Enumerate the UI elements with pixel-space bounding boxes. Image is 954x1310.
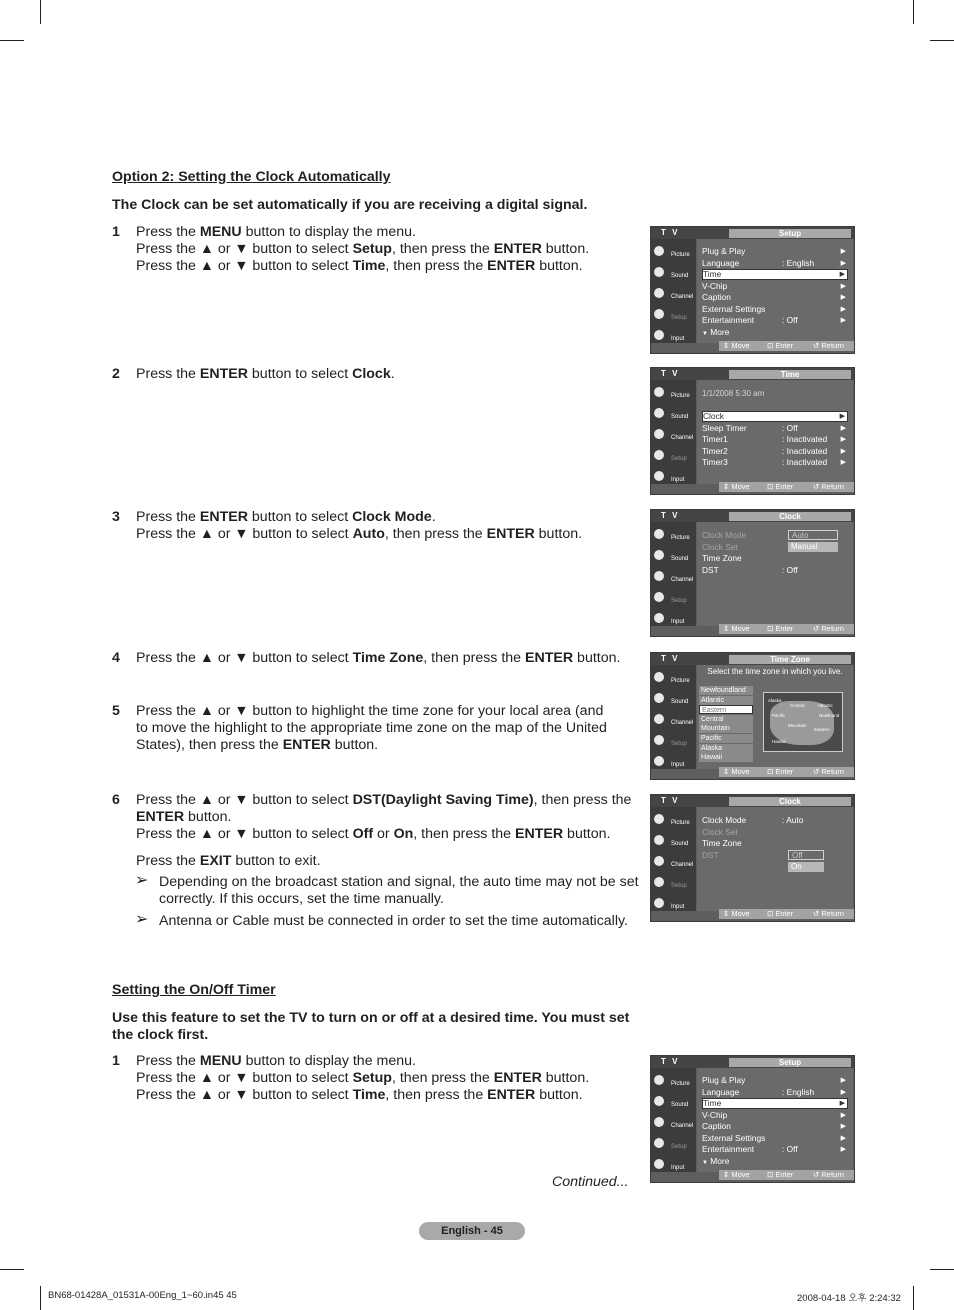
osd-menu-item[interactable] — [702, 304, 848, 315]
osd-sidebar-label: Picture — [671, 820, 690, 826]
step-number: 1 — [112, 224, 120, 240]
osd-sidebar-label: Input — [671, 1165, 685, 1171]
osd-sidebar-label: Picture — [671, 535, 690, 541]
osd-menu-label: DST — [702, 564, 719, 575]
osd-sidebar-label: Input — [671, 477, 685, 483]
osd-menu-label: Timer2 — [702, 445, 728, 456]
osd-menu-item[interactable] — [702, 292, 848, 303]
osd-menu-label: Plug & Play — [702, 1075, 746, 1085]
chevron-right-icon: ▶ — [840, 447, 846, 455]
map-region-label: Newfound — [819, 713, 840, 718]
enter-hint: ⊡ Enter — [767, 482, 794, 491]
picture-icon — [654, 529, 664, 539]
osd-sidebar-label: Channel — [671, 1123, 694, 1129]
osd-sidebar-item[interactable] — [653, 1093, 695, 1113]
step-text: Press the ▲ or ▼ button to select Time Zone, then press the ENTER button. — [136, 650, 621, 666]
osd-option[interactable]: Manual — [788, 542, 838, 552]
osd-menu-label: DST — [702, 849, 719, 860]
timezone-option[interactable]: Newfoundland — [699, 686, 753, 695]
osd-sidebar-item[interactable] — [653, 610, 695, 630]
osd-menu-item[interactable] — [702, 411, 848, 422]
osd-menu-label: Time Zone — [702, 553, 742, 563]
crop-mark — [913, 0, 914, 24]
step-text: States), then press the ENTER button. — [136, 737, 379, 753]
osd-menu-label: Plug & Play — [702, 246, 746, 256]
note — [135, 872, 639, 908]
section-heading: Option 2: Setting the Clock Automatically — [112, 169, 391, 185]
note-text: Depending on the broadcast station and signal, the auto time may not be set — [159, 874, 639, 890]
step-number: 6 — [112, 792, 120, 808]
osd-sidebar-item[interactable] — [653, 1135, 695, 1155]
osd-menu-value: : Off — [782, 1144, 798, 1154]
footer-file-info: BN68-01428A_01531A-00Eng_1~60.in45 45 — [48, 1290, 237, 1301]
note-arrow-icon: ➢ — [135, 872, 149, 889]
step-number: 3 — [112, 509, 120, 525]
osd-sidebar — [651, 239, 696, 343]
osd-sidebar-item[interactable] — [653, 853, 695, 873]
osd-sidebar — [651, 1068, 696, 1172]
osd-more-row: ▼ More — [702, 1156, 730, 1166]
timezone-option[interactable]: Mountain — [699, 724, 753, 733]
osd-sidebar-label: Channel — [671, 577, 694, 583]
osd-sidebar-label: Input — [671, 336, 685, 342]
osd-sidebar-item[interactable] — [653, 306, 695, 326]
return-hint: ↺ Return — [813, 341, 844, 350]
chevron-right-icon: ▶ — [840, 1123, 846, 1130]
osd-time-screen — [650, 367, 855, 495]
chevron-right-icon: ▶ — [840, 436, 846, 443]
osd-sidebar-item[interactable] — [653, 426, 695, 446]
channel-icon — [654, 288, 664, 298]
osd-footer — [719, 624, 854, 634]
enter-hint: ⊡ Enter — [767, 767, 794, 776]
osd-sidebar-item[interactable] — [653, 243, 695, 263]
osd-menu-item[interactable] — [702, 838, 848, 849]
osd-sidebar-label: Sound — [671, 1102, 689, 1108]
osd-sidebar-label: Picture — [671, 1081, 690, 1087]
map-region-label: Central — [790, 703, 805, 708]
chevron-right-icon: ▶ — [840, 1111, 846, 1119]
picture-icon — [654, 814, 664, 824]
chevron-right-icon: ▶ — [839, 413, 845, 420]
input-icon — [654, 1159, 664, 1169]
osd-menu-label: Time — [703, 269, 722, 279]
chevron-right-icon: ▶ — [840, 424, 846, 432]
osd-menu-label: Language — [702, 257, 740, 268]
osd-sidebar — [651, 522, 696, 626]
osd-sidebar-item[interactable] — [653, 690, 695, 710]
enter-hint: ⊡ Enter — [767, 909, 794, 918]
osd-menu-label: Clock Mode — [702, 530, 747, 540]
osd-sidebar-label: Sound — [671, 699, 689, 705]
osd-sidebar-item[interactable] — [653, 405, 695, 425]
step-number: 1 — [112, 1053, 120, 1069]
osd-title: Time Zone — [729, 655, 851, 664]
osd-sidebar-label: Sound — [671, 273, 689, 279]
osd-menu-item[interactable] — [702, 850, 848, 861]
osd-menu-item[interactable] — [702, 315, 848, 326]
osd-menu-value: : Off — [782, 422, 798, 433]
setup-icon — [654, 1138, 664, 1148]
osd-menu-item[interactable] — [702, 1098, 848, 1109]
setup-icon — [654, 592, 664, 602]
chevron-right-icon: ▶ — [840, 305, 846, 313]
osd-menu-item[interactable] — [702, 1121, 848, 1132]
sound-icon — [654, 408, 664, 418]
chevron-right-icon: ▶ — [840, 282, 846, 290]
osd-sidebar-item[interactable] — [653, 1072, 695, 1092]
chevron-right-icon: ▶ — [839, 271, 845, 278]
osd-menu-value: : Off — [782, 564, 798, 575]
page-number: English - 45 — [419, 1222, 525, 1240]
setup-icon — [654, 309, 664, 319]
picture-icon — [654, 1075, 664, 1085]
note-text: correctly. If this occurs, set the time manually. — [159, 891, 444, 907]
step-number: 5 — [112, 703, 120, 719]
osd-sidebar-item[interactable] — [653, 1114, 695, 1134]
osd-option[interactable]: Auto — [788, 530, 838, 540]
chevron-right-icon: ▶ — [840, 1088, 846, 1096]
move-hint: ⇕ Move — [723, 1170, 750, 1179]
timezone-option[interactable]: Atlantic — [699, 696, 753, 705]
osd-menu-item[interactable] — [702, 815, 848, 826]
osd-sidebar — [651, 665, 696, 769]
timezone-option[interactable]: Pacific — [699, 734, 753, 743]
picture-icon — [654, 246, 664, 256]
step-text: ENTER button. — [136, 809, 232, 825]
osd-menu-label: Clock Set — [702, 826, 738, 837]
osd-menu-label: Clock Set — [702, 541, 738, 552]
step-text: to move the highlight to the appropriate time zone on the map of the United — [136, 720, 607, 736]
osd-sidebar-item[interactable] — [653, 832, 695, 852]
osd-sidebar-item[interactable] — [653, 468, 695, 488]
tv-label: T V — [661, 796, 680, 805]
step-text: Press the ▲ or ▼ button to highlight the time zone for your local area (and — [136, 703, 604, 719]
osd-menu-item[interactable] — [702, 423, 848, 434]
osd-sidebar-label: Channel — [671, 862, 694, 868]
osd-menu-item[interactable] — [702, 1075, 848, 1086]
osd-menu-item[interactable] — [702, 246, 848, 257]
osd-menu-label: External Settings — [702, 1132, 766, 1143]
osd-menu-value: : Off — [782, 315, 798, 325]
chevron-right-icon: ▶ — [840, 259, 846, 267]
chevron-right-icon: ▶ — [840, 294, 846, 301]
section-intro: The Clock can be set automatically if you are receiving a digital signal. — [112, 197, 588, 213]
map-region-label: Alaska — [768, 698, 782, 703]
exit-instruction: Press the EXIT button to exit. — [136, 853, 321, 869]
osd-menu-item[interactable] — [702, 258, 848, 269]
tv-label: T V — [661, 369, 680, 378]
osd-menu-value: : Inactivated — [782, 457, 828, 467]
crop-mark — [40, 0, 41, 24]
channel-icon — [654, 429, 664, 439]
sound-icon — [654, 835, 664, 845]
osd-sidebar-label: Setup — [671, 1144, 687, 1150]
osd-menu-item[interactable] — [702, 1133, 848, 1144]
osd-menu-label: Entertainment — [702, 1144, 755, 1154]
map-region-label: Pacific — [772, 713, 786, 718]
enter-hint: ⊡ Enter — [767, 624, 794, 633]
return-hint: ↺ Return — [813, 767, 844, 776]
osd-title: Time — [729, 370, 851, 379]
osd-menu-label: Sleep Timer — [702, 422, 747, 433]
chevron-right-icon: ▶ — [840, 317, 846, 324]
input-icon — [654, 756, 664, 766]
osd-menu-item[interactable] — [702, 1087, 848, 1098]
tv-label: T V — [661, 511, 680, 520]
osd-menu-item[interactable] — [702, 281, 848, 292]
osd-sidebar-item[interactable] — [653, 753, 695, 773]
picture-icon — [654, 387, 664, 397]
map-region-label: Atlantic — [818, 703, 833, 708]
return-hint: ↺ Return — [813, 624, 844, 633]
osd-footer — [719, 1170, 854, 1180]
step-text: Press the ▲ or ▼ button to select Setup, then press the ENTER button. — [136, 1070, 590, 1086]
osd-menu-item[interactable] — [702, 434, 848, 445]
return-hint: ↺ Return — [813, 482, 844, 491]
osd-sidebar-item[interactable] — [653, 547, 695, 567]
move-hint: ⇕ Move — [723, 909, 750, 918]
osd-sidebar-item[interactable] — [653, 669, 695, 689]
move-hint: ⇕ Move — [723, 341, 750, 350]
step-text: Press the ▲ or ▼ button to select Auto, then press the ENTER button. — [136, 526, 583, 542]
osd-title: Clock — [729, 797, 851, 806]
move-hint: ⇕ Move — [723, 767, 750, 776]
osd-menu-label: Clock — [703, 411, 724, 421]
osd-sidebar-label: Sound — [671, 841, 689, 847]
osd-menu-item[interactable] — [702, 1110, 848, 1121]
enter-hint: ⊡ Enter — [767, 1170, 794, 1179]
osd-menu-value: : English — [782, 1086, 815, 1097]
step-text: Press the ▲ or ▼ button to select Time, then press the ENTER button. — [136, 1087, 583, 1103]
crop-mark — [40, 1286, 41, 1310]
osd-menu-item[interactable] — [702, 1144, 848, 1155]
chevron-right-icon: ▶ — [840, 248, 846, 255]
step-text: Press the MENU button to display the menu. — [136, 224, 416, 240]
channel-icon — [654, 1117, 664, 1127]
timezone-option[interactable]: Central — [699, 715, 753, 724]
osd-menu-label: Caption — [702, 1121, 731, 1131]
osd-menu-label: Language — [702, 1086, 740, 1097]
osd-sidebar-item[interactable] — [653, 732, 695, 752]
crop-mark — [930, 40, 954, 41]
sound-icon — [654, 550, 664, 560]
osd-sidebar-label: Channel — [671, 435, 694, 441]
osd-menu-item[interactable] — [702, 457, 848, 468]
osd-sidebar-item[interactable] — [653, 526, 695, 546]
sound-icon — [654, 267, 664, 277]
osd-footer — [719, 767, 854, 777]
osd-menu-value: : Inactivated — [782, 434, 828, 444]
osd-title: Setup — [729, 229, 851, 238]
crop-mark — [930, 1269, 954, 1270]
osd-menu-label: V-Chip — [702, 1109, 728, 1120]
osd-menu-label: Timer1 — [702, 434, 728, 444]
osd-sidebar-label: Setup — [671, 315, 687, 321]
osd-setup-screen — [650, 1055, 855, 1183]
osd-sidebar-label: Sound — [671, 414, 689, 420]
note-arrow-icon: ➢ — [135, 911, 149, 928]
input-icon — [654, 471, 664, 481]
map-region-label: Eastern — [814, 727, 830, 732]
osd-menu-label: Time — [703, 1098, 722, 1108]
return-hint: ↺ Return — [813, 909, 844, 918]
osd-footer — [719, 482, 854, 492]
step-text: Press the ENTER button to select Clock Mode. — [136, 509, 436, 525]
footer-timestamp: 2008-04-18 오후 2:24:32 — [797, 1293, 901, 1304]
channel-icon — [654, 714, 664, 724]
chevron-right-icon: ▶ — [840, 1134, 846, 1142]
osd-sidebar-item[interactable] — [653, 711, 695, 731]
osd-sidebar-item[interactable] — [653, 285, 695, 305]
osd-timezone-screen — [650, 652, 855, 780]
sound-icon — [654, 1096, 664, 1106]
move-hint: ⇕ Move — [723, 624, 750, 633]
tv-label: T V — [661, 654, 680, 663]
osd-sidebar-label: Input — [671, 904, 685, 910]
osd-sidebar-label: Channel — [671, 720, 694, 726]
osd-sidebar-label: Channel — [671, 294, 694, 300]
osd-option[interactable]: On — [788, 862, 824, 872]
osd-clock-screen — [650, 509, 855, 637]
crop-mark — [0, 1269, 24, 1270]
osd-menu-item[interactable] — [702, 446, 848, 457]
osd-sidebar-label: Setup — [671, 456, 687, 462]
osd-menu-value: : Auto — [782, 815, 804, 825]
return-hint: ↺ Return — [813, 1170, 844, 1179]
osd-sidebar-label: Setup — [671, 598, 687, 604]
crop-mark — [0, 40, 24, 41]
sound-icon — [654, 693, 664, 703]
channel-icon — [654, 571, 664, 581]
osd-sidebar-label: Setup — [671, 883, 687, 889]
input-icon — [654, 898, 664, 908]
step-number: 4 — [112, 650, 120, 666]
osd-menu-label: Entertainment — [702, 315, 755, 325]
osd-title: Clock — [729, 512, 851, 521]
step-text: Press the ENTER button to select Clock. — [136, 366, 395, 382]
picture-icon — [654, 672, 664, 682]
osd-menu-label: V-Chip — [702, 280, 728, 291]
channel-icon — [654, 856, 664, 866]
osd-sidebar-label: Picture — [671, 252, 690, 258]
section-intro-line: Use this feature to set the TV to turn on or off at a desired time. You must set — [112, 1010, 630, 1026]
enter-hint: ⊡ Enter — [767, 341, 794, 350]
osd-sidebar-item[interactable] — [653, 264, 695, 284]
map-region-label: Hawaii — [772, 739, 786, 744]
osd-setup-screen — [650, 226, 855, 354]
osd-sidebar-item[interactable] — [653, 327, 695, 347]
input-icon — [654, 613, 664, 623]
osd-sidebar-label: Input — [671, 619, 685, 625]
step-text: Press the ▲ or ▼ button to select Off or On, then press the ENTER button. — [136, 826, 611, 842]
osd-option[interactable]: Off — [788, 850, 824, 860]
osd-menu-item[interactable] — [702, 565, 848, 576]
osd-sidebar-label: Setup — [671, 741, 687, 747]
osd-footer — [719, 341, 854, 351]
osd-sidebar-item[interactable] — [653, 811, 695, 831]
osd-menu-label: External Settings — [702, 303, 766, 314]
us-map — [763, 692, 843, 752]
osd-menu-label: Timer3 — [702, 457, 728, 467]
chevron-right-icon: ▶ — [840, 1146, 846, 1153]
tv-label: T V — [661, 228, 680, 237]
osd-sidebar — [651, 807, 696, 911]
osd-sidebar-item[interactable] — [653, 1156, 695, 1176]
step-text: Press the ▲ or ▼ button to select Time, then press the ENTER button. — [136, 258, 583, 274]
osd-more-row: ▼ More — [702, 327, 730, 337]
osd-sidebar — [651, 380, 696, 484]
osd-clock-dst-screen — [650, 794, 855, 922]
osd-sidebar-item[interactable] — [653, 447, 695, 467]
osd-date: 1/1/2008 5:30 am — [702, 389, 765, 398]
step-text: Press the ▲ or ▼ button to select Setup, then press the ENTER button. — [136, 241, 590, 257]
osd-menu-label: Caption — [702, 292, 731, 302]
note-text: Antenna or Cable must be connected in order to set the time automatically. — [159, 913, 628, 929]
osd-title: Setup — [729, 1058, 851, 1067]
osd-menu-label: Time Zone — [702, 838, 742, 848]
crop-mark — [913, 1286, 914, 1310]
chevron-right-icon: ▶ — [839, 1100, 845, 1107]
osd-menu-value: : English — [782, 257, 815, 268]
setup-icon — [654, 877, 664, 887]
step-text: Press the ▲ or ▼ button to select DST(Daylight Saving Time), then press the — [136, 792, 632, 808]
setup-icon — [654, 450, 664, 460]
osd-sidebar-label: Picture — [671, 678, 690, 684]
osd-menu-item[interactable] — [702, 827, 848, 838]
step-number: 2 — [112, 366, 120, 382]
osd-menu-item[interactable] — [702, 269, 848, 280]
map-region-label: Mountain — [788, 723, 807, 728]
section-intro-line: the clock first. — [112, 1027, 209, 1043]
osd-menu-item[interactable] — [702, 553, 848, 564]
osd-sidebar-label: Sound — [671, 556, 689, 562]
move-hint: ⇕ Move — [723, 482, 750, 491]
timezone-option[interactable]: Eastern — [699, 705, 753, 714]
timezone-option[interactable]: Alaska — [699, 744, 753, 753]
step-text: Press the MENU button to display the menu. — [136, 1053, 416, 1069]
tv-label: T V — [661, 1057, 680, 1066]
osd-footer — [719, 909, 854, 919]
continued-label: Continued... — [552, 1174, 629, 1190]
osd-sidebar-item[interactable] — [653, 874, 695, 894]
osd-menu-value: : Inactivated — [782, 445, 828, 456]
osd-sidebar-item[interactable] — [653, 384, 695, 404]
setup-icon — [654, 735, 664, 745]
osd-prompt: Select the time zone in which you live. — [707, 667, 843, 676]
section-heading: Setting the On/Off Timer — [112, 982, 276, 998]
osd-menu-label: Clock Mode — [702, 815, 747, 825]
osd-sidebar-item[interactable] — [653, 589, 695, 609]
input-icon — [654, 330, 664, 340]
timezone-option[interactable]: Hawaii — [699, 753, 753, 762]
osd-sidebar-label: Picture — [671, 393, 690, 399]
chevron-right-icon: ▶ — [840, 1077, 846, 1084]
note — [135, 911, 628, 930]
osd-sidebar-label: Input — [671, 762, 685, 768]
osd-sidebar-item[interactable] — [653, 568, 695, 588]
chevron-right-icon: ▶ — [840, 459, 846, 466]
osd-sidebar-item[interactable] — [653, 895, 695, 915]
